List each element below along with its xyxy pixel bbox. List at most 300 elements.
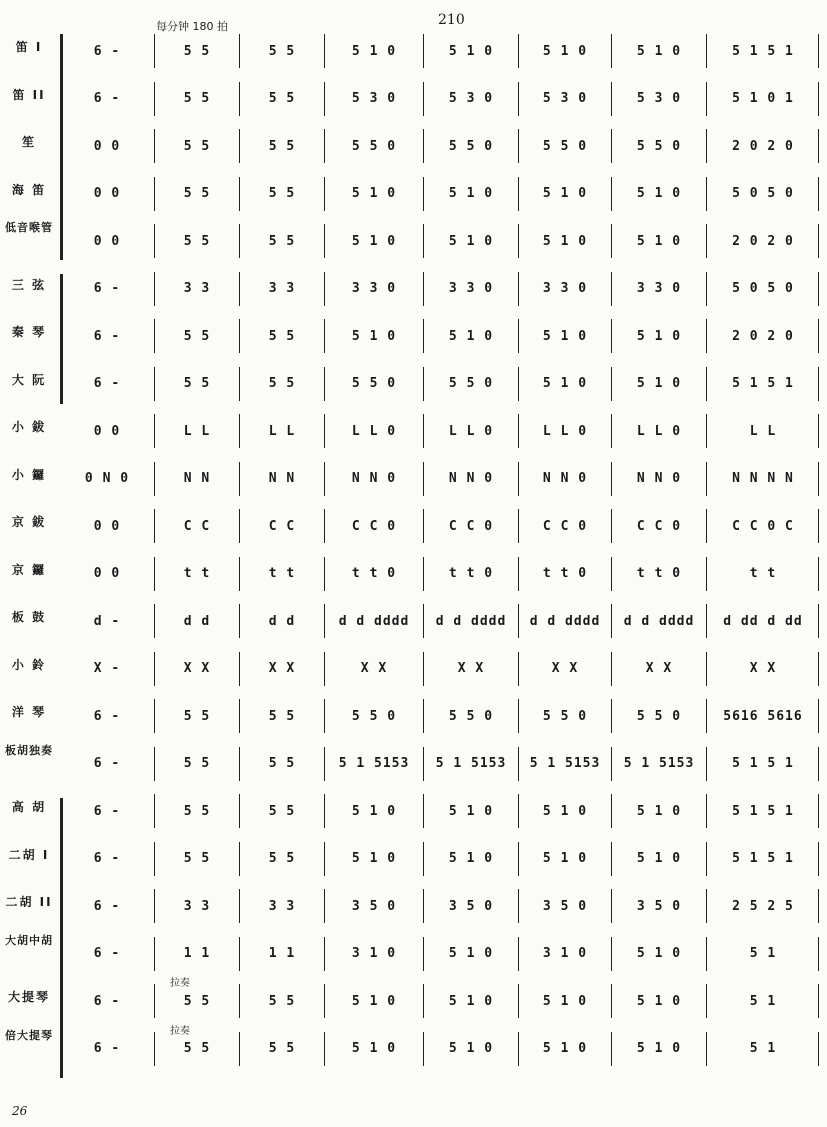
barline [518, 177, 519, 211]
barline [423, 509, 424, 543]
barline [818, 699, 819, 733]
measure-cell: 5 1 0 [351, 233, 397, 249]
barline [706, 889, 707, 923]
measure-cell: 3 3 [183, 898, 211, 914]
measure-cell: L L 0 [636, 423, 682, 439]
barline [611, 509, 612, 543]
barline [818, 177, 819, 211]
instrument-label: 小 鈸 [11, 420, 47, 434]
barline [423, 794, 424, 828]
staff-row [0, 361, 827, 409]
measure-cell: 6 - [93, 281, 121, 296]
measure-cell: X X [268, 661, 296, 676]
barline [706, 937, 707, 971]
measure-cell: 5 5 [183, 803, 211, 819]
measure-cell: t t [183, 566, 211, 581]
measure-cell: N N 0 [542, 471, 588, 486]
measure-cell: 5 5 0 [351, 708, 397, 724]
measure-cell: C C 0 [448, 518, 494, 534]
measure-cell: 6 - [93, 946, 121, 961]
barline [706, 367, 707, 401]
barline [423, 604, 424, 638]
measure-cell: 5 1 0 [636, 376, 682, 391]
barline [239, 652, 240, 686]
barline [611, 462, 612, 496]
measure-cell: X X [457, 661, 485, 676]
measure-cell: 5 1 5 1 [732, 803, 794, 819]
barline [818, 937, 819, 971]
barline [154, 367, 155, 401]
measure-cell: X X [551, 661, 579, 676]
instrument-label: 大胡中胡 [5, 933, 53, 947]
barline [154, 842, 155, 876]
instrument-label: 笙 [21, 135, 36, 149]
measure-cell: L L [183, 423, 211, 439]
barline [239, 177, 240, 211]
barline [518, 984, 519, 1018]
measure-cell: 5 5 [268, 328, 296, 344]
measure-cell: 5 3 0 [448, 91, 494, 106]
staff-row [0, 171, 827, 219]
barline [324, 509, 325, 543]
barline [611, 272, 612, 306]
staff-row [0, 978, 827, 1026]
measure-cell: 6 - [93, 993, 121, 1009]
measure-cell: 5 1 0 [448, 328, 494, 344]
barline [324, 1032, 325, 1066]
measure-cell: X X [183, 661, 211, 676]
measure-cell: 5 5 [183, 1041, 211, 1056]
barline [423, 319, 424, 353]
barline [154, 604, 155, 638]
barline [324, 889, 325, 923]
page-number: 210 [438, 12, 465, 28]
measure-cell: 5 1 5153 [338, 756, 410, 771]
measure-cell: 5 1 0 [636, 328, 682, 344]
barline [154, 177, 155, 211]
measure-cell: 0 0 [93, 423, 121, 439]
barline [706, 224, 707, 258]
barline [324, 794, 325, 828]
measure-cell: 6 - [93, 376, 121, 391]
barline [818, 414, 819, 448]
barline [154, 129, 155, 163]
barline [611, 34, 612, 68]
barline [324, 699, 325, 733]
instrument-label: 高 胡 [11, 800, 47, 814]
measure-cell: 1 1 [268, 946, 296, 961]
barline [611, 842, 612, 876]
staff-row [0, 693, 827, 741]
barline [154, 937, 155, 971]
measure-cell: 5 1 5 1 [732, 851, 794, 866]
barline [706, 319, 707, 353]
barline [518, 889, 519, 923]
barline [423, 82, 424, 116]
measure-cell: 3 5 0 [448, 898, 494, 914]
measure-cell: C C 0 C [732, 518, 794, 534]
staff-row [0, 28, 827, 76]
instrument-label: 京 鈸 [11, 515, 47, 529]
pizzicato-marking: 拉奏 [170, 1025, 190, 1037]
barline [154, 557, 155, 591]
measure-cell: 5 1 0 [636, 233, 682, 249]
measure-cell: 6 - [93, 328, 121, 344]
instrument-label: 低音喉管 [5, 221, 53, 234]
measure-cell: t t 0 [448, 566, 494, 581]
barline [706, 414, 707, 448]
staff-row [0, 836, 827, 884]
barline [423, 557, 424, 591]
measure-cell: 5 1 0 [448, 993, 494, 1009]
barline [324, 177, 325, 211]
measure-cell: 5 1 5 1 [732, 376, 794, 391]
measure-cell: 5 5 [268, 43, 296, 59]
barline [818, 557, 819, 591]
barline [706, 842, 707, 876]
barline [239, 1032, 240, 1066]
barline [239, 747, 240, 781]
measure-cell: 5 1 0 [351, 993, 397, 1009]
staff-row [0, 741, 827, 789]
barline [324, 984, 325, 1018]
measure-cell: 5 5 [268, 803, 296, 819]
page-footer-number: 26 [12, 1104, 28, 1118]
measure-cell: L L [268, 423, 296, 439]
barline [239, 699, 240, 733]
measure-cell: L L 0 [448, 423, 494, 439]
measure-cell: 5 5 [268, 756, 296, 771]
measure-cell: 5 3 0 [542, 91, 588, 106]
barline [818, 319, 819, 353]
barline [611, 224, 612, 258]
measure-cell: 5 5 [183, 138, 211, 154]
measure-cell: 5 1 [749, 946, 777, 961]
pizzicato-marking: 拉奏 [170, 978, 190, 989]
staff-row [0, 456, 827, 504]
measure-cell: 0 0 [93, 186, 121, 201]
measure-cell: 5 5 [183, 993, 211, 1009]
instrument-label: 秦 琴 [11, 325, 47, 339]
barline [611, 414, 612, 448]
measure-cell: d d dddd [435, 613, 507, 629]
measure-cell: C C 0 [542, 518, 588, 534]
measure-cell: d d dddd [338, 613, 410, 629]
instrument-label: 大提琴 [7, 990, 50, 1004]
barline [423, 1032, 424, 1066]
measure-cell: 5 1 0 [448, 233, 494, 249]
measure-cell: 5 1 0 [351, 1041, 397, 1056]
barline [154, 1032, 155, 1066]
measure-cell: 5 1 0 [542, 1041, 588, 1056]
instrument-label: 笛 I [15, 40, 43, 54]
staff-row [0, 408, 827, 456]
barline [324, 462, 325, 496]
measure-cell: N N [268, 471, 296, 486]
barline [611, 557, 612, 591]
barline [611, 129, 612, 163]
barline [706, 34, 707, 68]
barline [611, 699, 612, 733]
instrument-label: 倍大提琴 [5, 1028, 53, 1042]
barline [154, 319, 155, 353]
barline [518, 604, 519, 638]
measure-cell: 6 - [93, 91, 121, 106]
barline [239, 82, 240, 116]
measure-cell: 5 1 5153 [435, 756, 507, 771]
barline [706, 82, 707, 116]
score-system [0, 28, 827, 1073]
barline [239, 842, 240, 876]
measure-cell: 5 3 0 [351, 91, 397, 106]
measure-cell: N N 0 [351, 471, 397, 486]
measure-cell: 6 - [93, 43, 121, 59]
barline [324, 937, 325, 971]
barline [518, 652, 519, 686]
measure-cell: d d [268, 613, 296, 629]
barline [818, 82, 819, 116]
measure-cell: d d [183, 613, 211, 629]
measure-cell: 5 5 0 [351, 376, 397, 391]
barline [324, 604, 325, 638]
barline [518, 937, 519, 971]
measure-cell: 6 - [93, 898, 121, 914]
measure-cell: 5 5 [183, 708, 211, 724]
barline [239, 224, 240, 258]
barline [518, 1032, 519, 1066]
measure-cell: 0 0 [93, 138, 121, 154]
measure-cell: 5 1 0 [542, 993, 588, 1009]
barline [324, 367, 325, 401]
measure-cell: X X [645, 661, 673, 676]
measure-cell: 5 0 5 0 [732, 281, 794, 296]
measure-cell: 5 5 [268, 708, 296, 724]
instrument-label: 二胡 II [5, 895, 53, 909]
barline [154, 652, 155, 686]
barline [423, 224, 424, 258]
measure-cell: d dd d dd [723, 613, 803, 629]
barline [706, 557, 707, 591]
measure-cell: 5 1 0 [542, 328, 588, 344]
measure-cell: 5 1 0 [636, 186, 682, 201]
barline [518, 557, 519, 591]
barline [518, 319, 519, 353]
barline [518, 129, 519, 163]
measure-cell: 5 1 0 [351, 43, 397, 59]
measure-cell: 5 1 0 [542, 43, 588, 59]
measure-cell: 5616 5616 [723, 708, 803, 724]
measure-cell: 5 1 5 1 [732, 756, 794, 771]
measure-cell: 5 1 5 1 [732, 43, 794, 59]
barline [239, 272, 240, 306]
measure-cell: 2 0 2 0 [732, 138, 794, 154]
instrument-label: 二胡 I [8, 847, 50, 862]
measure-cell: 0 0 [93, 518, 121, 534]
barline [818, 889, 819, 923]
barline [611, 794, 612, 828]
measure-cell: 5 1 0 [542, 851, 588, 866]
barline [706, 747, 707, 781]
measure-cell: 6 - [93, 1041, 121, 1056]
barline [611, 652, 612, 686]
measure-cell: 5 5 0 [636, 138, 682, 154]
barline [611, 1032, 612, 1066]
barline [518, 842, 519, 876]
measure-cell: 5 5 [268, 993, 296, 1009]
barline [154, 414, 155, 448]
measure-cell: 5 1 0 [636, 946, 682, 961]
measure-cell: 3 5 0 [636, 898, 682, 914]
barline [706, 462, 707, 496]
measure-cell: 5 5 0 [542, 708, 588, 724]
measure-cell: 5 5 [268, 186, 296, 201]
barline [611, 319, 612, 353]
measure-cell: t t 0 [351, 566, 397, 581]
measure-cell: d d dddd [529, 613, 601, 629]
barline [154, 699, 155, 733]
barline [611, 889, 612, 923]
barline [611, 747, 612, 781]
measure-cell: 3 1 0 [351, 946, 397, 961]
barline [423, 129, 424, 163]
barline [706, 509, 707, 543]
barline [611, 604, 612, 638]
measure-cell: N N 0 [448, 471, 494, 486]
barline [324, 319, 325, 353]
barline [818, 34, 819, 68]
measure-cell: 3 5 0 [542, 898, 588, 914]
barline [518, 462, 519, 496]
barline [818, 224, 819, 258]
barline [423, 652, 424, 686]
barline [518, 272, 519, 306]
measure-cell: 3 5 0 [351, 898, 397, 914]
barline [239, 889, 240, 923]
barline [324, 34, 325, 68]
measure-cell: 5 5 [183, 756, 211, 771]
staff-row [0, 76, 827, 124]
measure-cell: 3 3 0 [542, 281, 588, 296]
measure-cell: 6 - [93, 708, 121, 724]
measure-cell: 5 5 [183, 186, 211, 201]
measure-cell: 5 5 0 [542, 138, 588, 154]
barline [154, 984, 155, 1018]
barline [706, 129, 707, 163]
barline [706, 604, 707, 638]
measure-cell: 5 1 0 [448, 946, 494, 961]
measure-cell: 0 N 0 [84, 471, 130, 486]
barline [239, 937, 240, 971]
instrument-label: 笛 II [12, 87, 46, 102]
measure-cell: 3 3 [183, 281, 211, 296]
barline [324, 129, 325, 163]
barline [818, 604, 819, 638]
staff-row [0, 551, 827, 599]
barline [239, 604, 240, 638]
measure-cell: 3 1 0 [542, 946, 588, 961]
measure-cell: 5 5 [183, 328, 211, 344]
barline [706, 984, 707, 1018]
measure-cell: 5 1 0 [542, 233, 588, 249]
measure-cell: C C 0 [636, 518, 682, 534]
staff-row [0, 218, 827, 266]
measure-cell: 5 5 0 [351, 138, 397, 154]
measure-cell: 5 5 [183, 91, 211, 106]
measure-cell: 5 5 [183, 43, 211, 59]
measure-cell: X - [93, 661, 121, 676]
barline [818, 842, 819, 876]
barline [239, 462, 240, 496]
instrument-label: 板胡独奏 [5, 743, 53, 757]
barline [818, 462, 819, 496]
measure-cell: 6 - [93, 851, 121, 866]
barline [518, 224, 519, 258]
instrument-label: 板 鼓 [11, 610, 47, 624]
barline [239, 794, 240, 828]
measure-cell: N N 0 [636, 471, 682, 486]
barline [154, 747, 155, 781]
measure-cell: d - [93, 613, 121, 629]
measure-cell: 5 1 5153 [529, 756, 601, 771]
measure-cell: 5 3 0 [636, 91, 682, 106]
measure-cell: 5 5 [183, 376, 211, 391]
barline [611, 82, 612, 116]
measure-cell: 3 3 0 [448, 281, 494, 296]
measure-cell: 5 1 0 [351, 851, 397, 866]
barline [239, 367, 240, 401]
measure-cell: 5 1 5153 [623, 756, 695, 771]
barline [423, 937, 424, 971]
barline [706, 177, 707, 211]
barline [518, 747, 519, 781]
barline [154, 462, 155, 496]
measure-cell: t t 0 [636, 566, 682, 581]
barline [611, 937, 612, 971]
measure-cell: 5 5 [268, 851, 296, 866]
measure-cell: t t [749, 566, 777, 581]
staff-row [0, 646, 827, 694]
measure-cell: 5 1 0 [448, 803, 494, 819]
instrument-label: 三 弦 [11, 277, 47, 292]
instrument-label: 京 鑼 [11, 562, 47, 577]
barline [706, 699, 707, 733]
measure-cell: L L 0 [351, 423, 397, 439]
barline [818, 129, 819, 163]
measure-cell: 5 1 0 1 [732, 91, 794, 106]
barline [154, 272, 155, 306]
barline [324, 557, 325, 591]
barline [423, 177, 424, 211]
measure-cell: 2 0 2 0 [732, 328, 794, 344]
barline [818, 509, 819, 543]
barline [611, 177, 612, 211]
barline [611, 367, 612, 401]
measure-cell: 5 1 0 [351, 803, 397, 819]
barline [706, 652, 707, 686]
barline [324, 414, 325, 448]
staff-row [0, 1026, 827, 1074]
barline [324, 747, 325, 781]
barline [154, 224, 155, 258]
barline [423, 414, 424, 448]
barline [324, 842, 325, 876]
measure-cell: 0 0 [93, 566, 121, 581]
barline [239, 414, 240, 448]
barline [423, 842, 424, 876]
barline [324, 82, 325, 116]
barline [423, 747, 424, 781]
measure-cell: 3 3 0 [351, 281, 397, 296]
